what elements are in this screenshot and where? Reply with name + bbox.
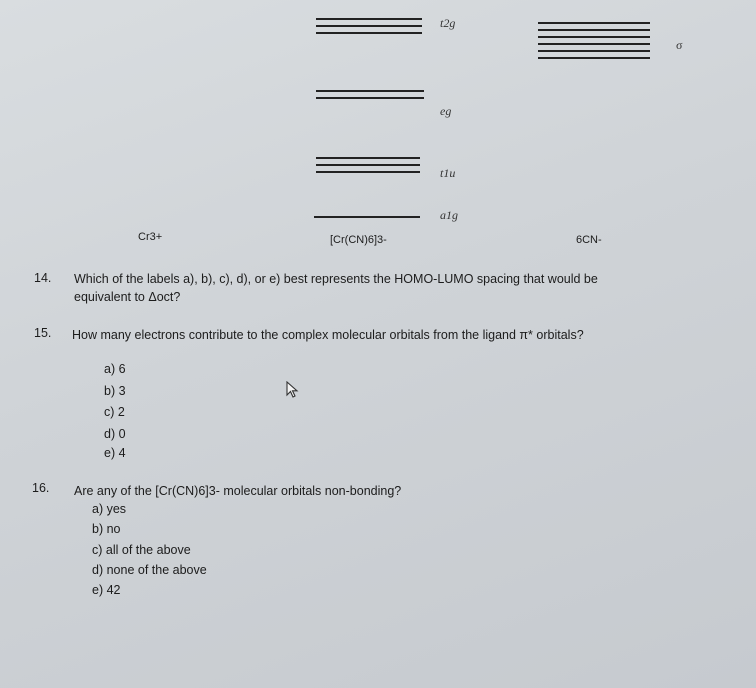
eg-level-line — [316, 97, 424, 99]
sigma-level-line — [538, 50, 650, 52]
q16-option: a) yes — [92, 502, 127, 516]
sigma-level-line — [538, 36, 650, 38]
q14-number: 14. — [34, 271, 52, 285]
t2g-level-line — [316, 32, 422, 34]
sigma-label: σ — [676, 38, 683, 52]
q14-text: Which of the labels a), b), c), d), or e) best represents the HOMO-LUMO spacing that would be — [74, 272, 598, 286]
eg-level-line — [316, 90, 424, 92]
q16-option: b) no — [92, 522, 121, 536]
q15-option: a) 6 — [104, 362, 126, 376]
t2g-label: t2g — [440, 16, 456, 30]
t1u-level-line — [316, 171, 420, 173]
q16-number: 16. — [32, 481, 50, 495]
q16-option: e) 42 — [92, 583, 121, 597]
sigma-level-line — [538, 43, 650, 45]
q15-option: d) 0 — [104, 427, 126, 441]
q15-text: How many electrons contribute to the complex molecular orbitals from the ligand π* orbitals? — [72, 328, 584, 342]
t2g-level-line — [316, 18, 422, 20]
t1u-level-line — [316, 157, 420, 159]
mouse-pointer-icon — [286, 381, 300, 399]
sigma-level-line — [538, 57, 650, 59]
q15-option: c) 2 — [104, 405, 125, 419]
ligand-label: 6CN- — [576, 234, 602, 246]
t1u-label: t1u — [440, 166, 456, 180]
a1g-level-line — [314, 216, 420, 218]
sigma-level-line — [538, 22, 650, 24]
q15-option: e) 4 — [104, 446, 126, 460]
eg-label: eg — [440, 104, 452, 118]
metal-label: Cr3+ — [138, 231, 163, 243]
q15-number: 15. — [34, 326, 52, 340]
t1u-level-line — [316, 164, 420, 166]
t2g-level-line — [316, 25, 422, 27]
sigma-level-line — [538, 29, 650, 31]
q16-option: d) none of the above — [92, 563, 207, 577]
q15-option: b) 3 — [104, 384, 126, 398]
q14-text-continued: equivalent to Δoct? — [74, 290, 181, 304]
complex-label: [Cr(CN)6]3- — [330, 234, 387, 246]
q16-option: c) all of the above — [92, 543, 191, 557]
q16-text: Are any of the [Cr(CN)6]3- molecular orbitals non-bonding? — [74, 484, 402, 498]
a1g-label: a1g — [440, 208, 458, 222]
